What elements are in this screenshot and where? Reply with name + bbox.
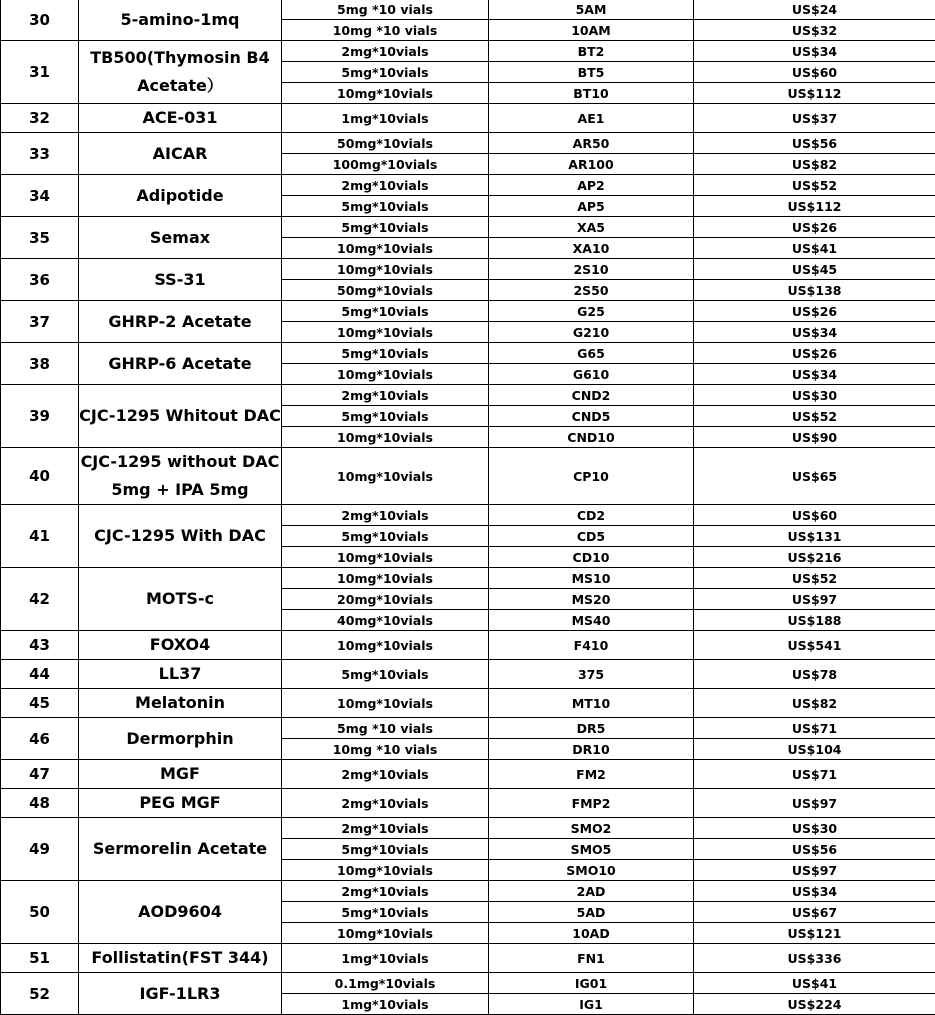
- product-price: US$336: [694, 944, 935, 973]
- table-row: [1, 944, 935, 973]
- product-price: US$65: [694, 448, 935, 505]
- product-spec: 2mg*10vials: [282, 789, 489, 818]
- table-row: [1, 973, 935, 994]
- product-code: 2AD: [489, 881, 694, 902]
- product-spec: 1mg*10vials: [282, 104, 489, 133]
- table-row: [1, 660, 935, 689]
- product-spec: 20mg*10vials: [282, 589, 489, 610]
- product-name: Melatonin: [79, 689, 282, 718]
- product-spec: 0.1mg*10vials: [282, 973, 489, 994]
- product-number: 41: [1, 505, 79, 568]
- product-code: 5AD: [489, 902, 694, 923]
- product-spec: 40mg*10vials: [282, 610, 489, 631]
- product-spec: 10mg*10vials: [282, 322, 489, 343]
- product-spec: 10mg*10vials: [282, 689, 489, 718]
- product-spec: 10mg*10vials: [282, 83, 489, 104]
- product-spec: 2mg*10vials: [282, 41, 489, 62]
- product-number: 46: [1, 718, 79, 760]
- product-name: MGF: [79, 760, 282, 789]
- product-number: 42: [1, 568, 79, 631]
- product-number: 31: [1, 41, 79, 104]
- product-code: 10AM: [489, 20, 694, 41]
- product-code: BT5: [489, 62, 694, 83]
- table-row: [1, 175, 935, 196]
- product-code: SMO5: [489, 839, 694, 860]
- product-price: US$131: [694, 526, 935, 547]
- table-row: [1, 343, 935, 364]
- product-price: US$224: [694, 994, 935, 1015]
- product-code: CD10: [489, 547, 694, 568]
- product-spec: 10mg*10vials: [282, 631, 489, 660]
- product-price: US$45: [694, 259, 935, 280]
- product-price: US$56: [694, 133, 935, 154]
- table-row: [1, 789, 935, 818]
- product-number: 35: [1, 217, 79, 259]
- product-spec: 10mg *10 vials: [282, 20, 489, 41]
- table-row: [1, 133, 935, 154]
- product-number: 38: [1, 343, 79, 385]
- product-number: 33: [1, 133, 79, 175]
- product-price: US$30: [694, 818, 935, 839]
- product-spec: 2mg*10vials: [282, 175, 489, 196]
- product-spec: 5mg*10vials: [282, 839, 489, 860]
- product-name: CJC-1295 without DAC 5mg + IPA 5mg: [79, 448, 282, 505]
- product-code: G25: [489, 301, 694, 322]
- product-number: 43: [1, 631, 79, 660]
- table-row: [1, 448, 935, 505]
- product-code: CND2: [489, 385, 694, 406]
- product-spec: 5mg *10 vials: [282, 0, 489, 20]
- product-name: TB500(Thymosin B4 Acetate）: [79, 41, 282, 104]
- product-code: IG01: [489, 973, 694, 994]
- product-number: 49: [1, 818, 79, 881]
- product-code: CD5: [489, 526, 694, 547]
- table-row: [1, 41, 935, 62]
- product-price: US$34: [694, 881, 935, 902]
- product-code: XA5: [489, 217, 694, 238]
- product-number: 34: [1, 175, 79, 217]
- product-spec: 2mg*10vials: [282, 818, 489, 839]
- product-name: AICAR: [79, 133, 282, 175]
- product-code: AP2: [489, 175, 694, 196]
- table-row: [1, 689, 935, 718]
- product-price: US$34: [694, 364, 935, 385]
- table-row: [1, 259, 935, 280]
- product-number: 40: [1, 448, 79, 505]
- product-name: AOD9604: [79, 881, 282, 944]
- product-number: 37: [1, 301, 79, 343]
- product-number: 47: [1, 760, 79, 789]
- product-code: MT10: [489, 689, 694, 718]
- product-code: 375: [489, 660, 694, 689]
- product-code: MS40: [489, 610, 694, 631]
- product-code: 10AD: [489, 923, 694, 944]
- product-name: FOXO4: [79, 631, 282, 660]
- product-number: 36: [1, 259, 79, 301]
- product-code: SMO2: [489, 818, 694, 839]
- product-code: CD2: [489, 505, 694, 526]
- product-code: IG1: [489, 994, 694, 1015]
- product-price: US$37: [694, 104, 935, 133]
- table-row: [1, 385, 935, 406]
- product-spec: 5mg*10vials: [282, 343, 489, 364]
- product-price: US$41: [694, 238, 935, 259]
- product-price: US$90: [694, 427, 935, 448]
- product-spec: 5mg*10vials: [282, 196, 489, 217]
- product-name: Dermorphin: [79, 718, 282, 760]
- product-code: BT2: [489, 41, 694, 62]
- product-code: G210: [489, 322, 694, 343]
- product-spec: 2mg*10vials: [282, 881, 489, 902]
- product-price: US$52: [694, 568, 935, 589]
- product-price: US$541: [694, 631, 935, 660]
- product-spec: 1mg*10vials: [282, 944, 489, 973]
- product-number: 52: [1, 973, 79, 1015]
- product-name: Adipotide: [79, 175, 282, 217]
- product-spec: 5mg*10vials: [282, 62, 489, 83]
- table-row: [1, 301, 935, 322]
- product-code: FMP2: [489, 789, 694, 818]
- product-spec: 10mg*10vials: [282, 568, 489, 589]
- table-row: [1, 505, 935, 526]
- table-row: [1, 881, 935, 902]
- product-code: 2S10: [489, 259, 694, 280]
- product-price: US$71: [694, 718, 935, 739]
- product-code: AR50: [489, 133, 694, 154]
- product-number: 30: [1, 0, 79, 41]
- product-spec: 10mg*10vials: [282, 547, 489, 568]
- product-price: US$52: [694, 175, 935, 196]
- product-spec: 10mg *10 vials: [282, 739, 489, 760]
- product-price: US$82: [694, 689, 935, 718]
- product-price: US$30: [694, 385, 935, 406]
- product-spec: 10mg*10vials: [282, 238, 489, 259]
- product-code: 2S50: [489, 280, 694, 301]
- table-row: [1, 568, 935, 589]
- product-name: Semax: [79, 217, 282, 259]
- table-row: [1, 760, 935, 789]
- table-row: [1, 718, 935, 739]
- product-price: US$32: [694, 20, 935, 41]
- product-code: 5AM: [489, 0, 694, 20]
- product-number: 32: [1, 104, 79, 133]
- product-spec: 10mg*10vials: [282, 259, 489, 280]
- product-code: CP10: [489, 448, 694, 505]
- product-price: US$97: [694, 589, 935, 610]
- product-price: US$34: [694, 41, 935, 62]
- product-price: US$24: [694, 0, 935, 20]
- product-code: F410: [489, 631, 694, 660]
- product-spec: 10mg*10vials: [282, 427, 489, 448]
- product-price: US$138: [694, 280, 935, 301]
- product-price: US$97: [694, 860, 935, 881]
- product-spec: 5mg*10vials: [282, 526, 489, 547]
- product-name: IGF-1LR3: [79, 973, 282, 1015]
- product-number: 44: [1, 660, 79, 689]
- product-code: FM2: [489, 760, 694, 789]
- product-code: BT10: [489, 83, 694, 104]
- product-name: GHRP-2 Acetate: [79, 301, 282, 343]
- product-code: DR10: [489, 739, 694, 760]
- product-price: US$82: [694, 154, 935, 175]
- product-spec: 10mg*10vials: [282, 860, 489, 881]
- product-spec: 1mg*10vials: [282, 994, 489, 1015]
- product-number: 48: [1, 789, 79, 818]
- product-code: DR5: [489, 718, 694, 739]
- product-price: US$52: [694, 406, 935, 427]
- table-body: [1, 0, 935, 1015]
- table-row: [1, 217, 935, 238]
- product-price: US$34: [694, 322, 935, 343]
- table-row: [1, 104, 935, 133]
- product-price: US$26: [694, 217, 935, 238]
- product-price: US$97: [694, 789, 935, 818]
- product-spec: 10mg*10vials: [282, 448, 489, 505]
- product-spec: 100mg*10vials: [282, 154, 489, 175]
- product-spec: 50mg*10vials: [282, 280, 489, 301]
- product-spec: 2mg*10vials: [282, 760, 489, 789]
- product-name: 5-amino-1mq: [79, 0, 282, 41]
- product-price: US$216: [694, 547, 935, 568]
- product-name: ACE-031: [79, 104, 282, 133]
- product-name: LL37: [79, 660, 282, 689]
- product-name: PEG MGF: [79, 789, 282, 818]
- product-code: CND5: [489, 406, 694, 427]
- product-code: G610: [489, 364, 694, 385]
- product-name: Follistatin(FST 344): [79, 944, 282, 973]
- product-price: US$56: [694, 839, 935, 860]
- product-price: US$60: [694, 62, 935, 83]
- product-name: GHRP-6 Acetate: [79, 343, 282, 385]
- product-price: US$112: [694, 83, 935, 104]
- product-price: US$67: [694, 902, 935, 923]
- product-price: US$188: [694, 610, 935, 631]
- table-row: [1, 0, 935, 20]
- product-number: 51: [1, 944, 79, 973]
- product-spec: 5mg*10vials: [282, 217, 489, 238]
- product-spec: 5mg*10vials: [282, 301, 489, 322]
- product-number: 45: [1, 689, 79, 718]
- product-spec: 5mg *10 vials: [282, 718, 489, 739]
- product-name: MOTS-c: [79, 568, 282, 631]
- product-code: FN1: [489, 944, 694, 973]
- product-number: 39: [1, 385, 79, 448]
- product-spec: 50mg*10vials: [282, 133, 489, 154]
- product-price: US$121: [694, 923, 935, 944]
- product-spec: 2mg*10vials: [282, 505, 489, 526]
- product-code: SMO10: [489, 860, 694, 881]
- product-price: US$71: [694, 760, 935, 789]
- table-row: [1, 631, 935, 660]
- product-name: CJC-1295 With DAC: [79, 505, 282, 568]
- product-spec: 2mg*10vials: [282, 385, 489, 406]
- product-price: US$41: [694, 973, 935, 994]
- product-price: US$26: [694, 301, 935, 322]
- product-price: US$104: [694, 739, 935, 760]
- product-code: AE1: [489, 104, 694, 133]
- product-code: MS10: [489, 568, 694, 589]
- table-row: [1, 818, 935, 839]
- product-spec: 5mg*10vials: [282, 406, 489, 427]
- product-name: CJC-1295 Whitout DAC: [79, 385, 282, 448]
- product-code: XA10: [489, 238, 694, 259]
- product-spec: 5mg*10vials: [282, 902, 489, 923]
- product-code: AP5: [489, 196, 694, 217]
- product-price: US$60: [694, 505, 935, 526]
- product-spec: 10mg*10vials: [282, 364, 489, 385]
- product-code: MS20: [489, 589, 694, 610]
- product-name: SS-31: [79, 259, 282, 301]
- product-code: G65: [489, 343, 694, 364]
- product-price: US$78: [694, 660, 935, 689]
- product-price: US$26: [694, 343, 935, 364]
- product-price: US$112: [694, 196, 935, 217]
- product-name: Sermorelin Acetate: [79, 818, 282, 881]
- product-number: 50: [1, 881, 79, 944]
- product-code: CND10: [489, 427, 694, 448]
- product-code: AR100: [489, 154, 694, 175]
- product-spec: 5mg*10vials: [282, 660, 489, 689]
- product-spec: 10mg*10vials: [282, 923, 489, 944]
